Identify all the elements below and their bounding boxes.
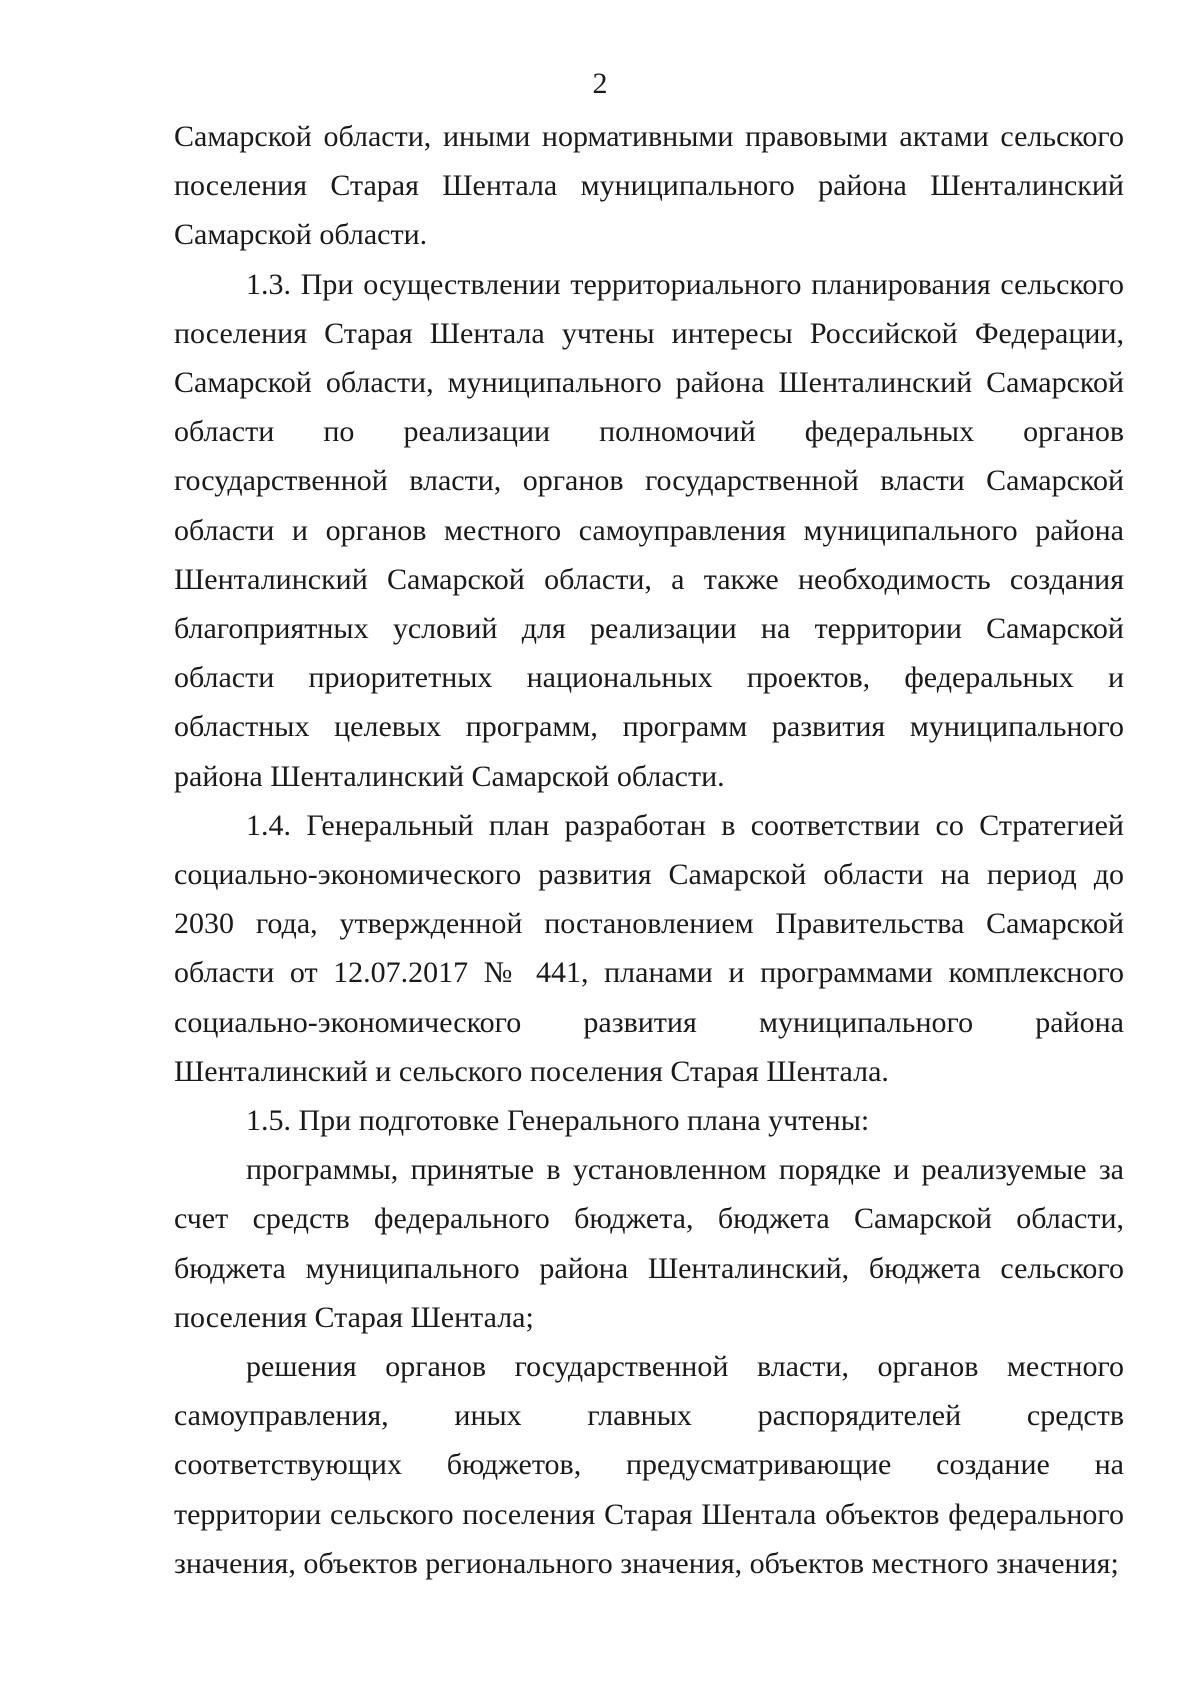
paragraph-continuation: Самарской области, иными нормативными правовыми актами сельского поселения Старая Шентала муниципального района Шенталинский Самарской области.: [174, 120, 1124, 252]
list-item-decisions: решения органов государственной власти, органов местного самоуправления, иных главных распорядителей средств соответствующих бюджетов, предусматривающие создание на территории сельского поселения Старая Шентала объектов федерального значения, объектов регионального значения, объектов местного значения;: [174, 1350, 1124, 1580]
document-body: [174, 112, 1124, 1588]
paragraph-1-5: 1.5. При подготовке Генерального плана учтены:: [246, 1104, 870, 1138]
page-number: 2: [592, 67, 608, 100]
paragraph-1-4: 1.4. Генеральный план разработан в соответствии со Стратегией социально-экономического развития Самарской области на период до 2030 года, утвержденной постановлением Правительства Самарской области от 12.07.2017 № 441, планами и программами комплексного социально-экономического развития муниципального района Шенталинский и сельского поселения Старая Шентала.: [174, 808, 1124, 1088]
list-item-programs: программы, принятые в установленном порядке и реализуемые за счет средств федерального бюджета, бюджета Самарской области, бюджета муниципального района Шенталинский, бюджета сельского поселения Старая Шентала;: [174, 1153, 1124, 1334]
paragraph-1-3: 1.3. При осуществлении территориального планирования сельского поселения Старая Шентала учтены интересы Российской Федерации, Самарской области, муниципального района Шенталинский Самарской области по реализации полномочий федеральных органов государственной власти, органов государственной власти Самарской области и органов местного самоуправления муниципального района Шенталинский Самарской области, а также необходимость создания благоприятных условий для реализации на территории Самарской области приоритетных национальных проектов, федеральных и областных целевых программ, программ развития муниципального района Шенталинский Самарской области.: [174, 267, 1124, 793]
